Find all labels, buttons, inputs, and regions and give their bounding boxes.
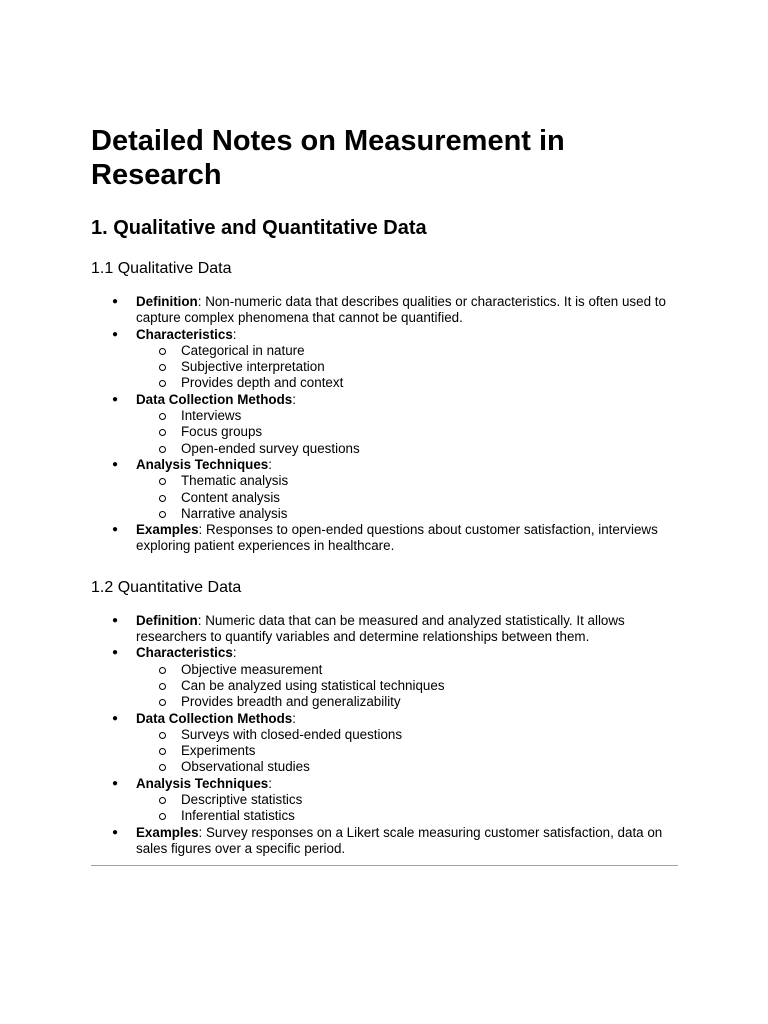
document-title: Detailed Notes on Measurement in Research <box>91 125 565 191</box>
sublist-item: Focus groups <box>136 424 681 440</box>
subsection-heading-qualitative: 1.1 Qualitative Data <box>91 260 232 277</box>
sublist-item: Subjective interpretation <box>136 359 681 375</box>
list-item-examples <box>91 825 681 858</box>
sublist-item: Open-ended survey questions <box>136 441 681 457</box>
characteristics-sublist <box>136 343 681 392</box>
list-item-techniques <box>91 457 681 522</box>
list-item-characteristics <box>91 327 681 392</box>
list-item-definition <box>91 294 681 327</box>
definition-text: : Non-numeric data that describes qualities or characteristics. It is often used to capture complex phenomena that cannot be quantified. <box>136 294 666 326</box>
examples-label: Examples <box>136 824 199 840</box>
characteristics-label: Characteristics <box>136 326 233 342</box>
examples-label: Examples <box>136 522 199 538</box>
sublist-item: Inferential statistics <box>136 808 681 824</box>
colon: : <box>292 710 296 726</box>
list-item-methods <box>91 711 681 776</box>
horizontal-divider <box>91 865 678 866</box>
methods-label: Data Collection Methods <box>136 391 293 407</box>
list-item-characteristics <box>91 645 681 710</box>
definition-label: Definition <box>136 612 198 628</box>
qualitative-list <box>91 294 681 555</box>
colon: : <box>232 645 237 661</box>
list-item-techniques <box>91 776 681 825</box>
techniques-sublist <box>136 473 681 522</box>
methods-sublist <box>136 408 681 457</box>
examples-text: : Survey responses on a Likert scale measuring customer satisfaction, data on sales figures over a specific period. <box>136 824 663 856</box>
sublist-item: Categorical in nature <box>136 343 681 359</box>
techniques-sublist <box>136 792 681 825</box>
quantitative-list <box>91 613 681 857</box>
list-item-definition <box>91 613 681 646</box>
sublist-item: Can be analyzed using statistical techniques <box>136 678 681 694</box>
sublist-item: Interviews <box>136 408 681 424</box>
sublist-item: Provides depth and context <box>136 375 681 391</box>
sublist-item: Observational studies <box>136 759 681 775</box>
sublist-item: Thematic analysis <box>136 473 681 489</box>
definition-label: Definition <box>136 294 198 309</box>
sublist-item: Experiments <box>136 743 681 759</box>
techniques-label: Analysis Techniques <box>136 775 269 791</box>
sublist-item: Surveys with closed-ended questions <box>136 727 681 743</box>
methods-label: Data Collection Methods <box>136 710 293 726</box>
colon: : <box>268 456 272 472</box>
document-page <box>91 124 681 857</box>
sublist-item: Provides breadth and generalizability <box>136 694 681 710</box>
list-item-examples <box>91 522 681 555</box>
list-item-methods <box>91 392 681 457</box>
sublist-item: Content analysis <box>136 490 681 506</box>
sublist-item: Objective measurement <box>136 662 681 678</box>
sublist-item: Descriptive statistics <box>136 792 681 808</box>
colon: : <box>292 391 296 407</box>
sublist-item: Narrative analysis <box>136 506 681 522</box>
subsection-heading-quantitative: 1.2 Quantitative Data <box>91 578 242 596</box>
characteristics-sublist <box>136 662 681 711</box>
definition-text: : Numeric data that can be measured and analyzed statistically. It allows researchers to quantify variables and determine relationships between them. <box>136 612 625 645</box>
characteristics-label: Characteristics <box>136 645 233 661</box>
section-heading-1: 1. Qualitative and Quantitative Data <box>91 217 427 239</box>
methods-sublist <box>136 727 681 776</box>
colon: : <box>232 326 237 342</box>
examples-text: : Responses to open-ended questions about customer satisfaction, interviews exploring patient experiences in healthcare. <box>136 522 658 554</box>
techniques-label: Analysis Techniques <box>136 456 269 472</box>
colon: : <box>268 775 272 791</box>
